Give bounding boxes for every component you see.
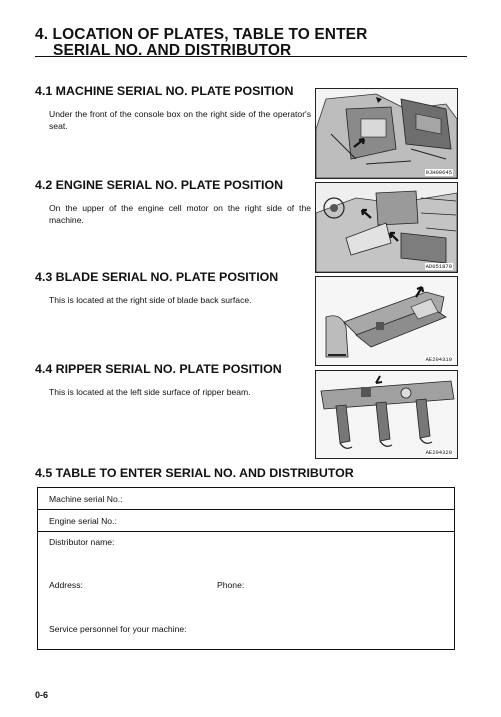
distributor-block	[38, 532, 454, 649]
figure-code: AE204320	[425, 449, 452, 456]
engine-serial-row	[38, 510, 454, 532]
section-text-4-2: On the upper of the engine cell motor on the right side of the machine.	[49, 203, 311, 225]
phone-label: Phone:	[217, 580, 245, 590]
machine-serial-label: Machine serial No.:	[49, 494, 123, 504]
machine-plate-illustration	[316, 89, 457, 178]
figure-code: AD051870	[425, 263, 452, 270]
section-text-4-4: This is located at the left side surface of ripper beam.	[49, 387, 251, 397]
section-heading-4-4: 4.4 RIPPER SERIAL NO. PLATE POSITION	[35, 362, 282, 376]
title-underline	[35, 56, 467, 57]
section-heading-4-2: 4.2 ENGINE SERIAL NO. PLATE POSITION	[35, 178, 284, 192]
ripper-plate-photo	[315, 370, 458, 459]
page-title	[35, 27, 367, 59]
page-title-line-1: 4. LOCATION OF PLATES, TABLE TO ENTER	[35, 26, 368, 43]
figure-code: 9JH00645	[425, 169, 452, 176]
distributor-name-label: Distributor name:	[49, 537, 115, 547]
figure-code: AE204310	[425, 356, 452, 363]
section-heading-4-5: 4.5 TABLE TO ENTER SERIAL NO. AND DISTRIBUTOR	[35, 466, 354, 480]
ripper-plate-illustration	[316, 371, 457, 458]
machine-plate-photo	[315, 88, 458, 179]
blade-plate-photo	[315, 276, 458, 366]
engine-plate-photo	[315, 182, 458, 273]
address-label: Address:	[49, 580, 83, 590]
serial-distributor-table	[37, 487, 455, 650]
machine-serial-row	[38, 488, 454, 510]
section-text-4-1: Under the front of the console box on the right side of the operator's seat.	[49, 109, 311, 131]
engine-serial-label: Engine serial No.:	[49, 516, 117, 526]
page-title-line-2: SERIAL NO. AND DISTRIBUTOR	[53, 42, 292, 59]
section-heading-4-3: 4.3 BLADE SERIAL NO. PLATE POSITION	[35, 270, 279, 284]
page-number: 0-6	[35, 690, 49, 700]
section-heading-4-1: 4.1 MACHINE SERIAL NO. PLATE POSITION	[35, 84, 294, 98]
engine-plate-illustration	[316, 183, 457, 272]
service-personnel-label: Service personnel for your machine:	[49, 624, 187, 634]
blade-plate-illustration	[316, 277, 457, 365]
section-text-4-3: This is located at the right side of blade back surface.	[49, 295, 252, 305]
